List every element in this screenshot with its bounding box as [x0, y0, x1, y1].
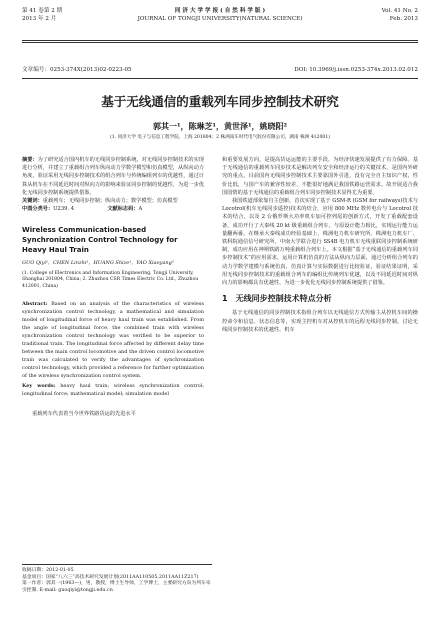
footnote: [22, 568, 212, 594]
journal-name-cn: 同 济 大 学 学 报 ( 自 然 科 学 版 ): [174, 8, 266, 14]
volume-issue-en: Vol. 41 No. 2: [381, 8, 418, 14]
header-rule-top: [22, 40, 418, 41]
english-abstract-text: Based on an analysis of the characteristics of wireless synchronization control technology, a mathematical and simulation model of longitudinal force of heavy haul train was established. From the angle of longitudinal force, the combined train with wireless synchronization control technology was verified to be superior to traditional train. The longitudinal force affected by different delay time between the main control locomotive and the driven control locomotive train was calculated to verify the advantages of synchronization control technology, which provided a reference for further optimization of the wireless synchronization control system.: [22, 301, 204, 380]
meta-rule: [22, 78, 418, 79]
article-meta: [22, 66, 418, 74]
keywords-cn-label: 关键词：: [22, 198, 43, 205]
clc-value: U239. 4: [53, 206, 75, 213]
issue-date: 2013 年 2 月: [22, 15, 57, 22]
running-header: [22, 8, 418, 32]
section-1-text: 基于无线通信的同步控制技术指组合列车以无线通信方式传输主从控机车间的操控命令和信息、状态信息等，实现主控机车对从控机车的远程无线同步控制。讨论无线同步控制技术的优越性，机车: [222, 310, 418, 333]
intro-left: 重载列车代表着当今世界铁路货运的先进水平: [32, 411, 136, 418]
journal-name-en: JOURNAL OF TONGJI UNIVERSITY(NATURAL SCIENCE): [137, 15, 303, 22]
english-keywords-label: Key words:: [22, 383, 56, 390]
received-date: 收稿日期：2012-01-05: [22, 568, 74, 573]
first-author-info: 第一作者：郭其一(1963—)，男，教授，博士生导师，工学博士，主要研究方向为列车牵引控制. E-mail: guoqiyi@tongji.edu.cn: [22, 581, 211, 593]
author-list: 郭其一¹，陈琳芝¹，黄世泽¹，姚晓阳²: [152, 121, 287, 131]
footnote-rule: [22, 564, 212, 565]
issue-date-en: Feb. 2013: [389, 15, 418, 22]
abstract-cn: [22, 156, 204, 197]
header-right: [382, 8, 418, 23]
article-number: 文章编号：0253-374X(2013)02-0223-05: [22, 67, 132, 73]
intro-right-p1: 和重要发展方向，是提高货运运能的主要手段，为经济快速发展提供了有力保障。基于无线通信的重载列车同步技术是解决列车安全和经济运行的关键技术，是国内外研究的重点，目前国内无线同步控制技术主要靠国外引进，没有完全自主知识产权，性价比低，与国产车的兼容性较差，不能很好地满足我国铁路运营需求。故开展适合我国国情的基于无线通信的重载组合列车同步控制技术显得尤为重要。: [222, 157, 418, 196]
clc-label: 中图分类号：: [22, 206, 54, 213]
keywords-cn: [22, 197, 204, 205]
doi: DOI: 10.3969/j.issn.0253-374x.2013.02.012: [294, 67, 418, 73]
english-affiliation: (1. College of Electronics and Information Engineering, Tongji University, Shanghai 201804, China; 2. Zhuzhou CSR Times Electric Co. Ltd., Zhuzhou 412001, China): [22, 270, 199, 289]
doc-code-value: A: [138, 206, 143, 213]
affiliation: (1. 同济大学 电子与信息工程学院，上海 201804；2 株洲南车时代电气股份有限公司，湖南 株洲 412001): [109, 135, 331, 140]
doc-code-label: 文献标志码：: [107, 206, 139, 213]
paper-title: 基于无线通信的重载列车同步控制技术研究: [101, 94, 339, 109]
english-title: Wireless Communication-based Synchronization Control Technology for Heavy Haul Train: [22, 226, 178, 255]
abstract-cn-label: 摘要：: [22, 157, 38, 163]
header-center: [22, 8, 418, 23]
english-abstract: [22, 300, 204, 380]
english-keywords: [22, 382, 204, 398]
left-column: [22, 156, 204, 418]
abstract-cn-text: 为了研究适合国内机车的无线同步控制系统，对无线同步控制技术的实现进行分析，并建立了重载组合列车纵向动力学数学模型和仿真模型，从纵向动力角度，验证采用无线同步控制技术的组合列车与传统编组列车的优越性，通过计算从机车在不同延迟时间对纵向力的影响来验证同步控制的优越性，为进一步优化无线同步控制系统提供借鉴。: [22, 157, 204, 196]
keywords-cn-text: 重载列车；无线同步控制；纵向动力；数学模型；仿真模型: [42, 198, 178, 205]
right-column: [222, 156, 418, 334]
fund-info: 基金项目：国家“八六三”高技术研究发展计划(2011AA110505,2011AA11Z217): [22, 574, 199, 580]
english-abstract-label: Abstract:: [22, 301, 48, 308]
section-1-heading: 1 无线同步控制技术特点分析: [222, 294, 332, 304]
intro-right-p2: 我国铁道部依靠自主创新，首次实现了基于 GSM-R (GSM for railways)技术与 Locotrol(机车无线同步遥控)技术的结合，应用 800 MHz 数传电台与 Locotrol 技术的结合，以及 2 台俄罗斯大功率机车加可控列尾的创新方式，开发了重载配套设备，成功开行了大秦线 20 kt 级重载组合列车，与原设计能力相比，实现运行能力运量翻两番。在继承大秦线成功经验基础上，株洲电力机车研究所、株洲电力机车厂、铁科院通信信号研究所、中南大学联合进行 SS4B 电力机车无线重联同步控制系统研制，成功应用在神朔铁路万吨重载组合列车上。本文根据“基于无线通信的重载列车同步控制技术”的应用需求，运用计算机仿真的方法从纵向力层面，通过分析组合列车的动力学数学建模与系统仿真，仿真计算与实际数据进行比较验证，验证结果证明，采用无线同步控制技术的重载组合列车的编组比传统列车优越，以及不同延迟时间对纵向力的影响都具有优越性，为进一步优化无线同步控制系统提供了借鉴。: [222, 198, 418, 287]
english-keywords-text: heavy haul train; wireless synchronization control; longitudinal force; mathematical model; simulation model: [22, 383, 205, 398]
classification: [22, 205, 204, 213]
header-rule-bottom: [22, 42, 418, 43]
english-authors: GUO Qiyi¹，CHEN Linzhi¹，HUANG Shize¹，YAO Xiaoyang²: [22, 260, 174, 267]
volume-issue: 第 41 卷第 2 期: [22, 8, 63, 14]
